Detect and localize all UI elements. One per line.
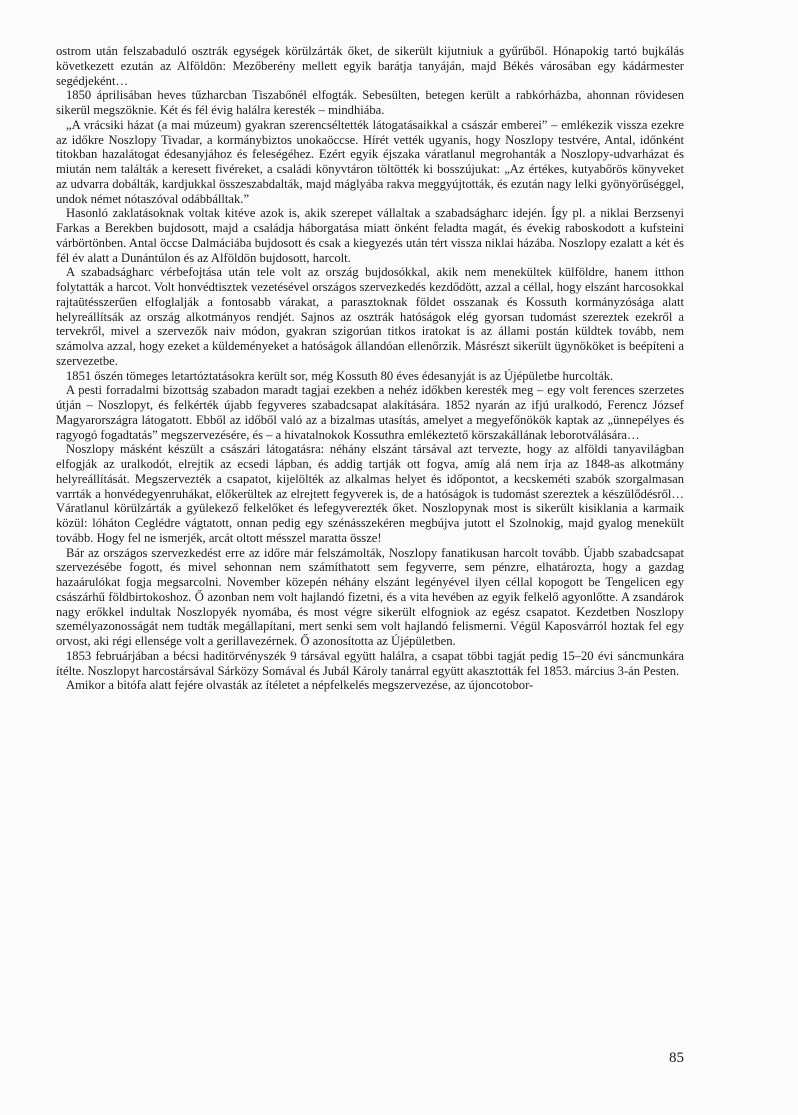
body-text: [56, 44, 684, 693]
paragraph: 1853 februárjában a bécsi haditörvényszék 9 társával együtt halálra, a csapat többi tagját pedig 15–20 évi sáncmunkára ítélte. Noszlopyt harcostársával Sárközy Somával és Jubál Károly tanárral együtt akasztották fel 1853. március 3-án Pesten.: [56, 648, 684, 678]
paragraph: Noszlopy másként készült a császári látogatásra: néhány elszánt társával azt tervezte, hogy az alföldi tanyavilágban elfogják az uralkodót, elrejtik az ecsedi lápban, és addig tartják ott fogva, amíg alá nem írja az 1848-as alkotmány helyreállítását. Megszervezték a csapatot, kijelölték az alkalmas helyet és időpontot, a kecskeméti szabók szorgalmasan varrták a honvédegyenruhákat, előkerültek az elrejtett fegyverek is, de a hatóságok is tudomást szereztek a készülődésről… Váratlanul körülzárták a gyülekező felkelőket és lefegyverezték őket. Noszlopynak most is sikerült kisiklania a karmaik közül: lóháton Ceglédre vágtatott, onnan pedig egy szénásszekéren megbújva jutott el Szolnokig, majd gyalog menekült tovább. Hogy fel ne ismerjék, arcát oltott mésszel maratta össze!: [56, 442, 684, 545]
paragraph: A pesti forradalmi bizottság szabadon maradt tagjai ezekben a nehéz időkben keresték meg – egy volt ferences szerzetes útján – Noszlopyt, és felkérték újabb fegyveres szabadcsapat alakítására. 1852 nyarán az ifjú uralkodó, Ferencz József Magyarországra látogatott. Ebből az időből való az a bizalmas utasítás, amelyet a megyefőnökök kaptak az „ünnepélyes és ragyogó fogadtatás” megszervezésére, és – a hivatalnokok Kossuthra emlékeztető körszakállának leborotválására…: [56, 383, 684, 442]
paragraph: 1850 áprilisában heves tűzharcban Tiszabőnél elfogták. Sebesülten, betegen került a rabkórházba, ahonnan rövidesen sikerül megszöknie. Két és fél évig halálra keresték – mindhiába.: [56, 88, 684, 117]
paragraph: Hasonló zaklatásoknak voltak kitéve azok is, akik szerepet vállaltak a szabadságharc idején. Így pl. a niklai Berzsenyi Farkas a Berekben bujdosott, majd a családja háborgatása miatt önként feladta magát, és évekig raboskodott a kufsteini várbörtönben. Antal öccse Dalmáciába bujdosott és csak a kiegyezés után tért vissza niklai házába. Noszlopy ezalatt a két és fél év alatt a Dunántúlon és az Alföldön bujdosott, harcolt.: [56, 206, 684, 265]
paragraph: ostrom után felszabaduló osztrák egységek körülzárták őket, de sikerült kijutniuk a gyűrűből. Hónapokig tartó bujkálás következett ezután az Alföldön: Mezőberény mellett egyik barátja tanyáján, majd Békés városában egy kádármester segédjeként…: [56, 44, 684, 88]
paragraph: „A vrácsiki házat (a mai múzeum) gyakran szerencséltették látogatásaikkal a császár emberei” – emlékezik vissza ezekre az időkre Noszlopy Tivadar, a kormánybiztos unokaöccse. Hírét vették ugyanis, hogy Noszlopy testvére, Antal, időnként titokban hazalátogat édesanyjához és feleségéhez. Ezért egyik éjszaka váratlanul megrohanták a Noszlopy-udvarházat és miután nem találták a keresett fivéreket, a családi könyvtáron töltötték ki bosszújukat: „Az értékes, kutyabőrös könyveket az udvarra dobálták, kardjukkal összeszabdalták, majd máglyába rakva meggyújtották, és ezután nagy lelki gyönyörűséggel, undok német nótaszóval odábbálltak.”: [56, 117, 684, 206]
paragraph: 1851 őszén tömeges letartóztatásokra került sor, még Kossuth 80 éves édesanyját is az Újépületbe hurcolták.: [66, 368, 614, 383]
paragraph: Amikor a bitófa alatt fejére olvasták az ítéletet a népfelkelés megszervezése, az újoncotobor-: [66, 678, 534, 693]
paragraph: A szabadságharc vérbefojtása után tele volt az ország bujdosókkal, akik nem menekültek külföldre, hanem itthon folytatták a harcot. Volt honvédtisztek vezetésével országos szervezkedés kezdődött, azzal a céllal, hogy elszánt harcosokkal rajtaütésszerűen elfoglalják a fontosabb várakat, a parasztoknak földet osszanak és Kossuth kormányzósága alatt helyreállítsák az ország alkotmányos rendjét. Sajnos az osztrák hatóságok elég gyorsan tudomást szereztek ezekről a tervekről, mivel a szervezők naiv módon, gyakran szigorúan titkos iratokat is az állami postán küldtek tovább, nem számolva azzal, hogy ezeket a küldeményeket a hatóságok állandóan ellenőrzik. Másrészt sikerült ügynököket is beépíteni a szervezetbe.: [56, 265, 684, 368]
paragraph: Bár az országos szervezkedést erre az időre már felszámolták, Noszlopy fanatikusan harcolt tovább. Újabb szabadcsapat szervezésébe fogott, és mivel sehonnan nem számíthatott sem fegyverre, sem pénzre, elhatározta, hogy a gazdag hazaárulókat fogja megsarcolni. November közepén néhány elszánt legényével ilyen céllal kopogott be Tengelicen egy császárhű földbirtokoshoz. Ő azonban nem volt hajlandó fizetni, és a vita hevében az egyik felkelő agyonlőtte. A zsandárok nagy erőkkel indultak Noszlopyék nyomába, és most végre sikerült elfogniok az egész csapatot. Kezdetben Noszlopy személyazonosságát nem tudták megállapítani, mert senki sem volt hajlandó felismerni. Végül Kaposvárról hoztak fel egy orvost, aki régi ellensége volt a gerillavezérnek. Ő azonosította az Újépületben.: [56, 545, 684, 648]
page-number: 85: [669, 1050, 684, 1066]
